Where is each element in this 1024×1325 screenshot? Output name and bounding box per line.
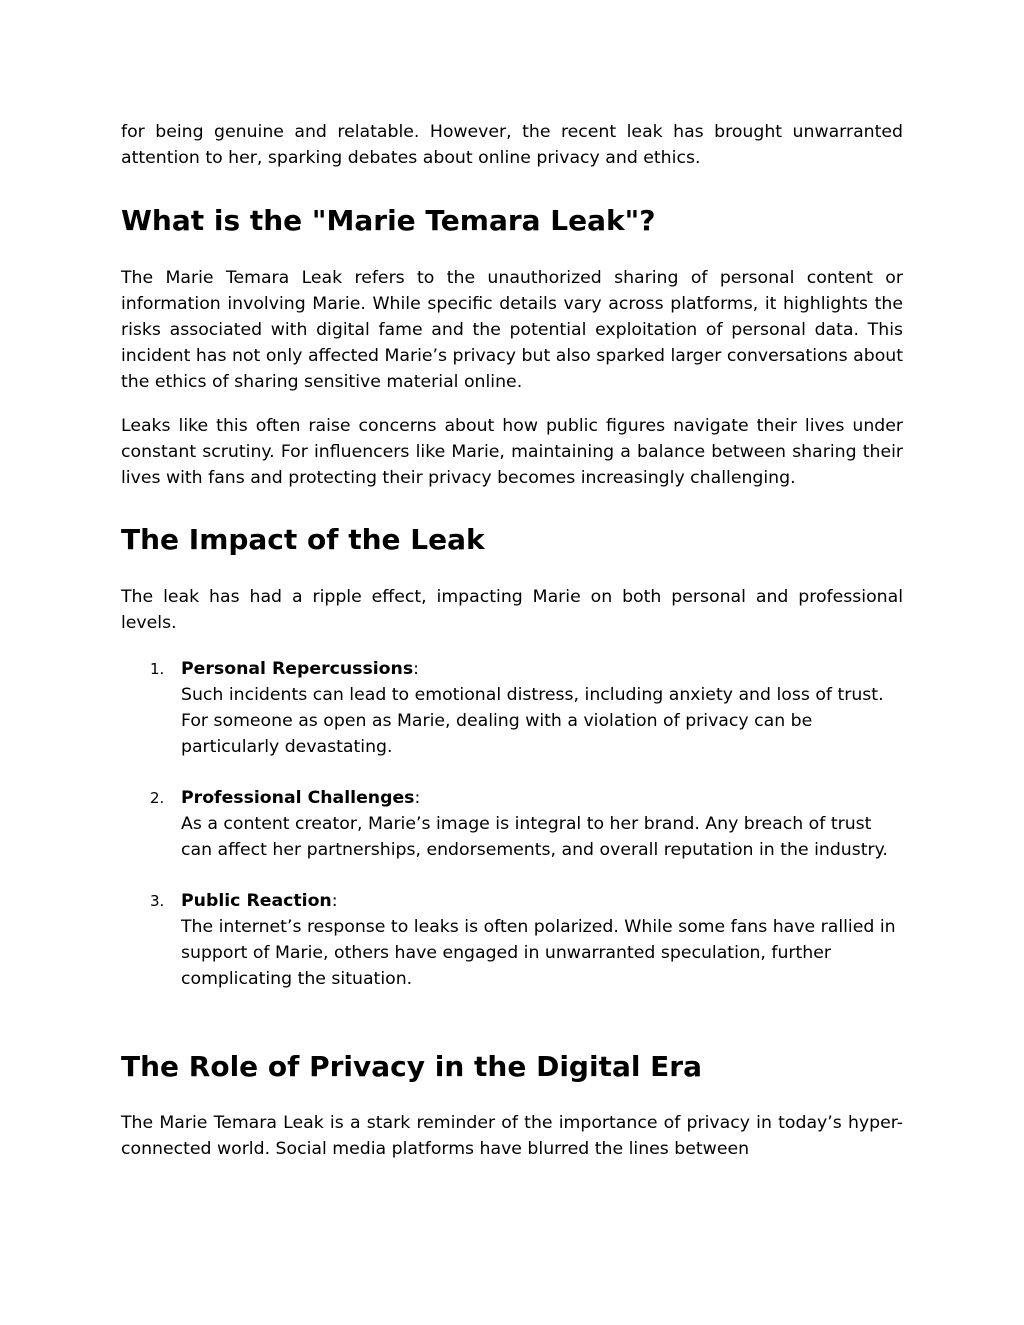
list-number: 2.	[150, 789, 165, 807]
list-item: 1. Personal Repercussions: Such incidents can lead to emotional distress, including anxiety and loss of trust. For someone as open as Marie, dealing with a violation of privacy can be particularly devastating.	[121, 656, 903, 760]
list-number: 1.	[150, 660, 165, 678]
paragraph: Leaks like this often raise concerns about how public figures navigate their lives under constant scrutiny. For influencers like Marie, maintaining a balance between sharing their lives with fans and protecting their privacy becomes increasingly challenging.	[121, 416, 903, 488]
list-item: 2. Professional Challenges: As a content creator, Marie’s image is integral to her brand. Any breach of trust can affect her partnerships, endorsements, and overall reputation in the industry.	[121, 785, 903, 863]
intro-paragraph: for being genuine and relatable. However, the recent leak has brought unwarranted attention to her, sparking debates about online privacy and ethics.	[121, 122, 903, 168]
list-item-title: Professional Challenges	[181, 788, 415, 808]
list-item-text: Such incidents can lead to emotional distress, including anxiety and loss of trust. For someone as open as Marie, dealing with a violation of privacy can be particularly devastating.	[181, 685, 884, 757]
heading-impact: The Impact of the Leak	[121, 523, 485, 556]
list-item-title: Public Reaction	[181, 891, 332, 911]
heading-what-is: What is the "Marie Temara Leak"?	[121, 204, 656, 237]
list-item-title: Personal Repercussions	[181, 659, 414, 679]
paragraph: The Marie Temara Leak refers to the unauthorized sharing of personal content or information involving Marie. While specific details vary across platforms, it highlights the risks associated with digital fame and the potential exploitation of personal data. This incident has not only affected Marie’s privacy but also sparked larger conversations about the ethics of sharing sensitive material online.	[121, 268, 903, 392]
list-number: 3.	[150, 892, 165, 910]
paragraph: The Marie Temara Leak is a stark reminder of the importance of privacy in today’s hyper-connected world. Social media platforms have blurred the lines between	[121, 1113, 903, 1159]
heading-privacy: The Role of Privacy in the Digital Era	[121, 1050, 703, 1083]
paragraph: The leak has had a ripple effect, impacting Marie on both personal and professional levels.	[121, 587, 903, 633]
list-item: 3. Public Reaction: The internet’s response to leaks is often polarized. While some fans have rallied in support of Marie, others have engaged in unwarranted speculation, further complicating the situation.	[121, 888, 903, 992]
list-item-text: The internet’s response to leaks is often polarized. While some fans have rallied in support of Marie, others have engaged in unwarranted speculation, further complicating the situation.	[181, 917, 896, 989]
list-item-text: As a content creator, Marie’s image is integral to her brand. Any breach of trust can affect her partnerships, endorsements, and overall reputation in the industry.	[181, 814, 888, 860]
